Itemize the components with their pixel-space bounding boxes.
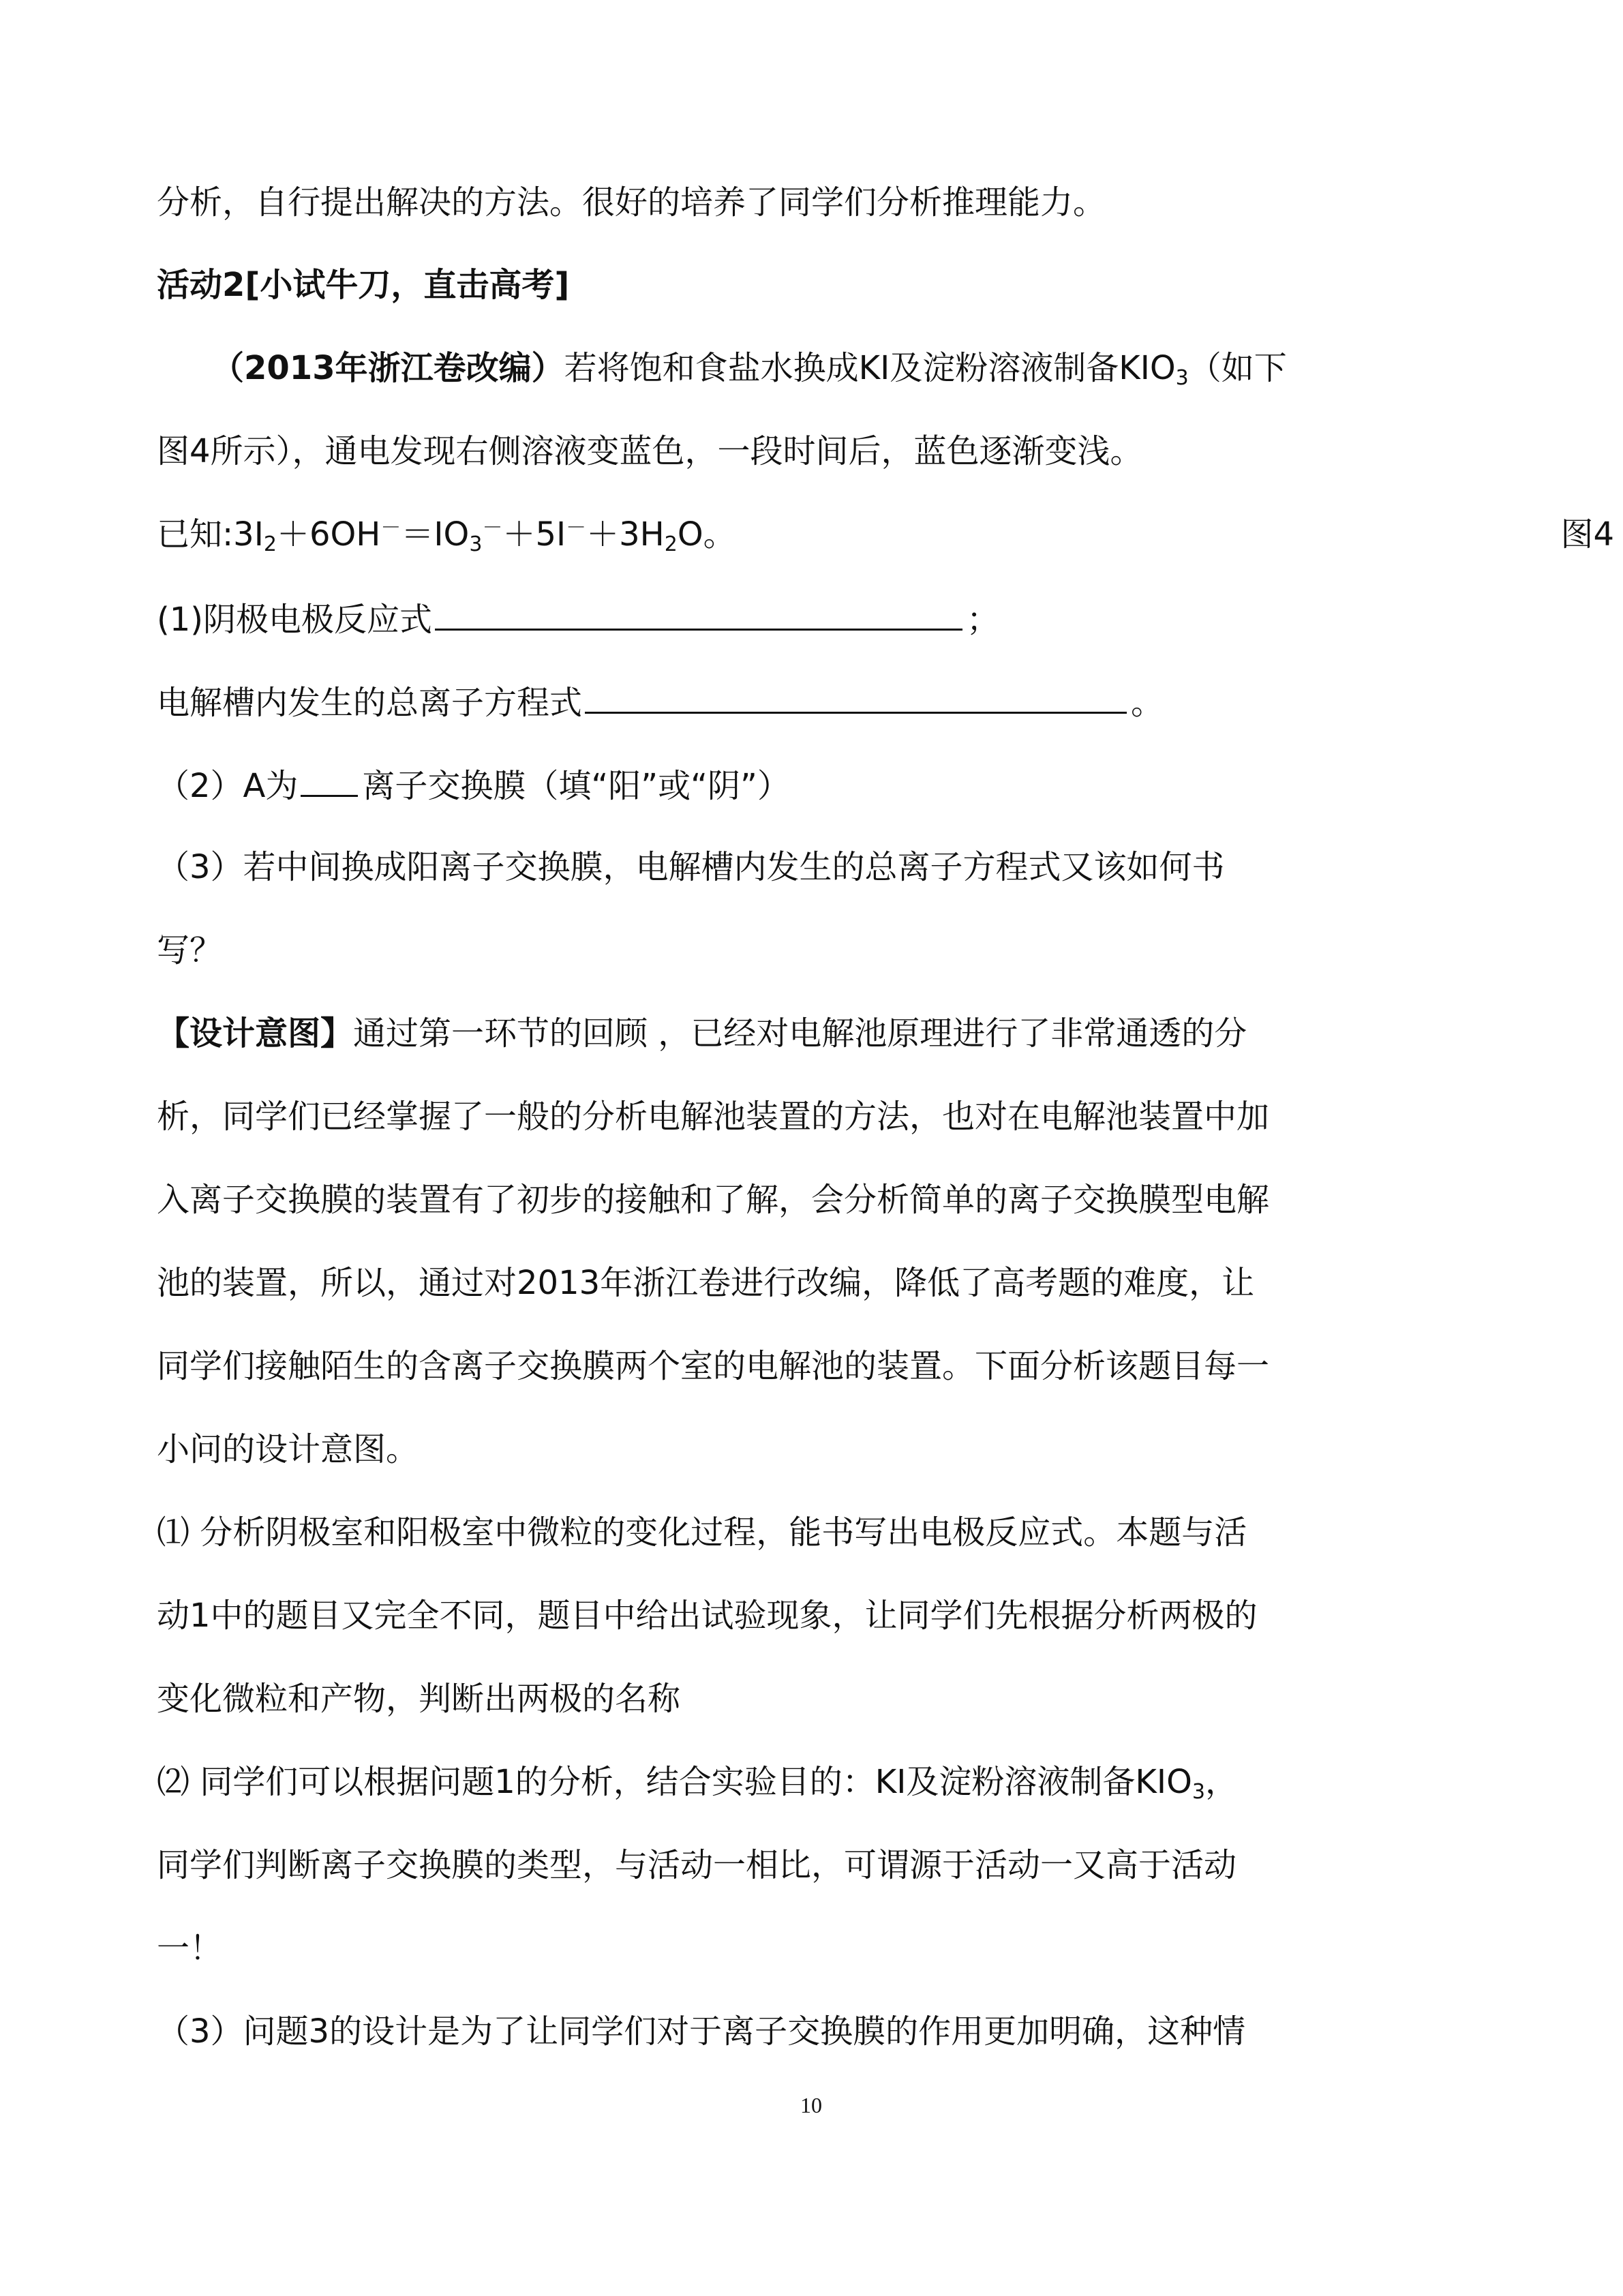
known-superscript-2: － [482,516,503,540]
design-intent-line-6: 小问的设计意图。 [157,1430,419,1468]
design-intent-line-1-text: 通过第一环节的回顾 ，已经对电解池原理进行了非常通透的分 [353,1014,1247,1053]
figure-label: 图4 [1560,515,1614,554]
question-3-line-1: （3）若中间换成阳离子交换膜，电解槽内发生的总离子方程式又该如何书 [157,848,1225,886]
problem-source: （2013年浙江卷改编） [211,349,564,387]
question-1-line [157,596,1466,641]
known-equation-part-4: ＋3H [586,515,665,554]
known-subscript-2: 3 [469,532,483,556]
design-intent-line-2: 析，同学们已经掌握了一般的分析电解池装置的方法，也对在电解池装置中加 [157,1098,1270,1136]
question-1-end: ； [967,601,1000,639]
design-intent-line-4: 池的装置，所以，通过对2013年浙江卷进行改编，降低了高考题的难度，让 [157,1264,1255,1302]
known-equation-prefix: 已知:3I [157,515,264,554]
design-item-2-text-2: ， [1204,1763,1238,1801]
answer-blank-cathode-equation[interactable] [435,596,962,631]
question-1b-line [157,679,1466,725]
question-2-line [157,762,1466,808]
question-3-line-2: 写？ [157,931,223,969]
problem-intro-line-2: 图4所示），通电发现右侧溶液变蓝色，一段时间后，蓝色逐渐变浅。 [157,432,1143,470]
known-superscript-3: － [566,516,587,540]
question-2-suffix: 离子交换膜（填“阳”或“阴”） [362,767,790,805]
question-1b-end: 。 [1131,684,1164,722]
design-item-1-line-1: ⑴ 分析阴极室和阳极室中微粒的变化过程，能书写出电极反应式。本题与活 [157,1513,1247,1552]
problem-intro-text-1: 若将饱和食盐水换成KI及淀粉溶液制备KIO [564,349,1176,387]
design-intent-line-5: 同学们接触陌生的含离子交换膜两个室的电解池的装置。下面分析该题目每一 [157,1347,1270,1385]
design-item-2-line-3: 一！ [157,1929,223,1967]
problem-intro-line-1 [211,346,1520,390]
question-1b-label: 电解槽内发生的总离子方程式 [157,684,583,722]
known-superscript-1: － [380,516,401,540]
design-item-2-subscript: 3 [1192,1780,1205,1804]
design-item-2-text-1: ⑵ 同学们可以根据问题1的分析，结合实验目的：KI及淀粉溶液制备KIO [157,1763,1192,1801]
problem-intro-subscript: 3 [1175,366,1189,390]
known-equation-part-1: ＋6OH [276,515,381,554]
known-subscript-3: 2 [664,532,678,556]
design-intent-line-3: 入离子交换膜的装置有了初步的接触和了解，会分析简单的离子交换膜型电解 [157,1181,1270,1219]
known-equation-line [157,513,1614,556]
answer-blank-membrane-type[interactable] [301,762,358,797]
known-equation-part-2: ＝IO [401,515,470,554]
design-item-3-line-1: （3）问题3的设计是为了让同学们对于离子交换膜的作用更加明确，这种情 [157,2012,1246,2051]
known-equation-part-3: ＋5I [502,515,566,554]
question-2-prefix: （2）A为 [157,767,299,805]
problem-intro-text-2: （如下 [1188,349,1287,387]
design-intent-line-1 [157,1012,1466,1055]
known-subscript-1: 2 [263,532,277,556]
answer-blank-total-ionic-equation[interactable] [585,679,1127,714]
design-intent-heading: 【设计意图】 [157,1014,354,1053]
page-number: 10 [800,2093,822,2117]
known-equation-suffix: O。 [677,515,736,554]
question-1-label: (1)阴极电极反应式 [157,601,432,639]
activity-heading: 活动2[小试牛刀，直击高考] [157,266,570,304]
design-item-2-line-2: 同学们判断离子交换膜的类型，与活动一相比，可谓源于活动一又高于活动 [157,1846,1237,1884]
design-item-1-line-2: 动1中的题目又完全不同，题目中给出试验现象，让同学们先根据分析两极的 [157,1597,1258,1635]
text-line-intro-ending: 分析，自行提出解决的方法。很好的培养了同学们分析推理能力。 [157,183,1106,222]
design-item-2-line-1 [157,1760,1466,1804]
design-item-1-line-3: 变化微粒和产物，判断出两极的名称 [157,1680,681,1718]
